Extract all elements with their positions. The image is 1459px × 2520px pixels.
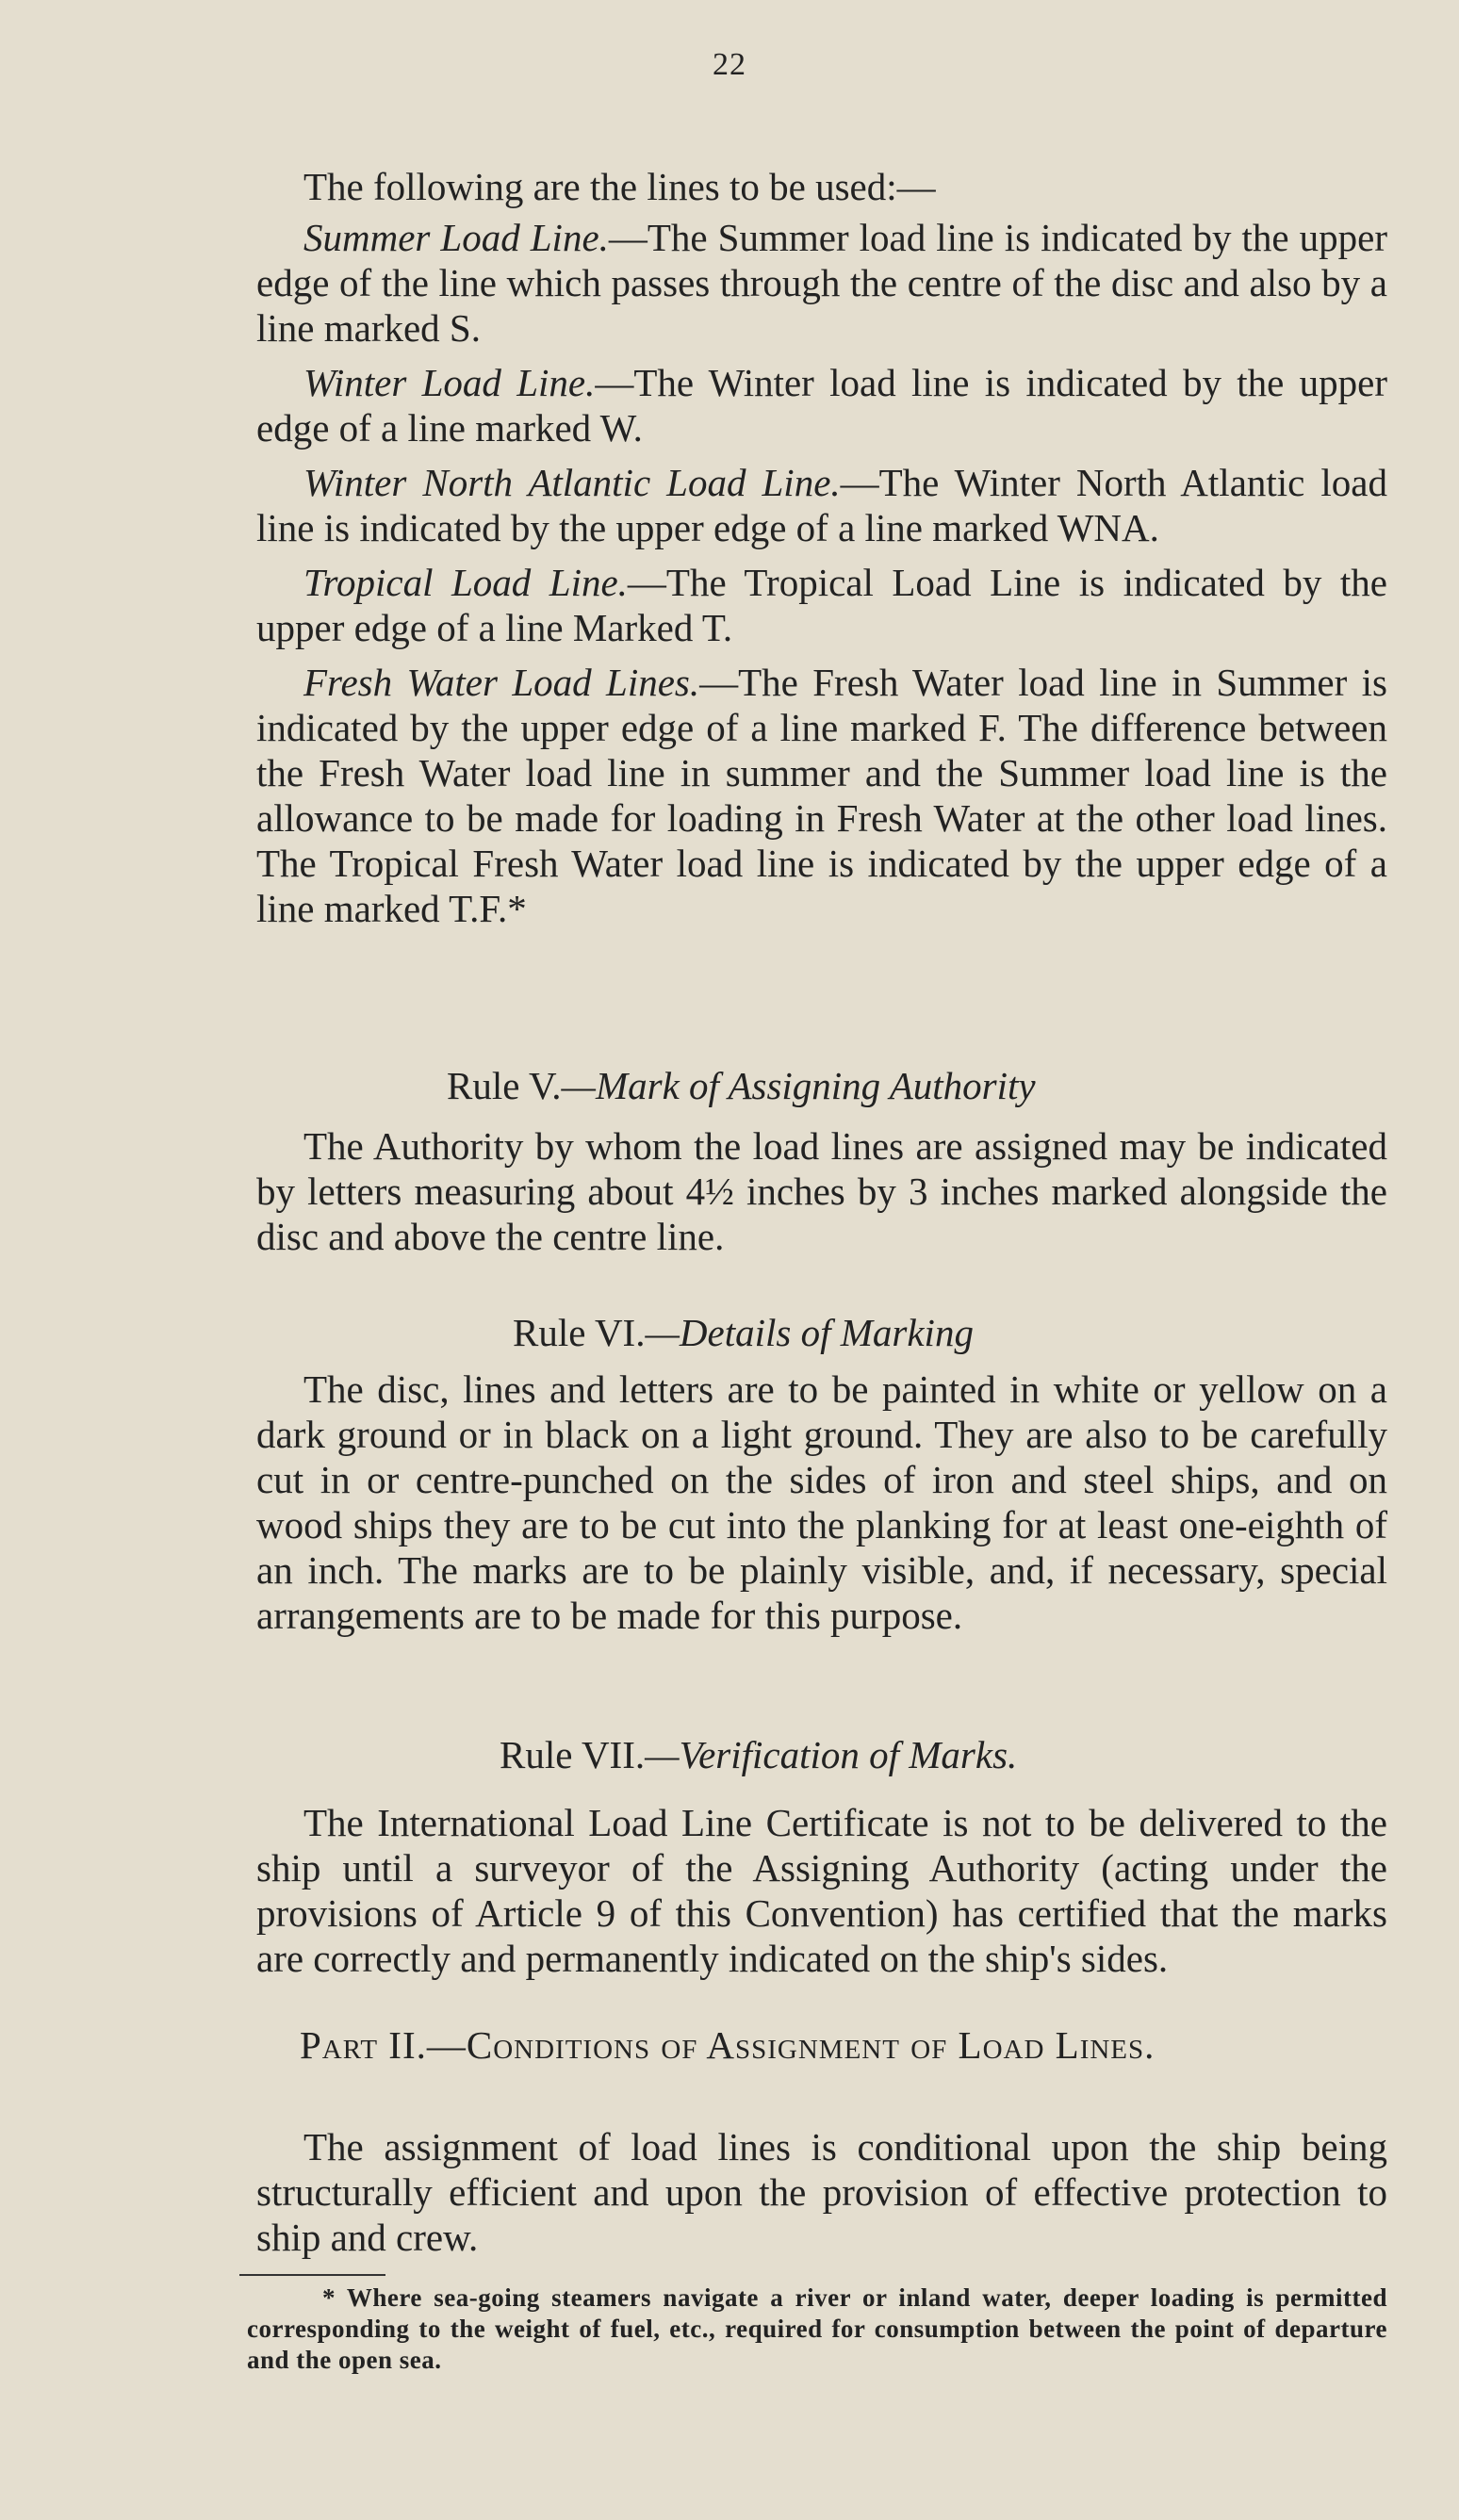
rule-vii-label: Rule VII.: [500, 1733, 646, 1776]
rule-v-body: The Authority by whom the load lines are assigned may be indicated by letters measuring about 4½ inches by 3 inches marked alongside the disc and above the centre line.: [256, 1124, 1387, 1258]
rule-vi-section: [256, 1366, 1387, 1638]
summer-load-line-body: —The Summer load line is indicated by the upper edge of the line which passes through the centre of the disc and also by a line marked S.: [256, 216, 1387, 350]
winter-load-line-title: Winter Load Line.: [303, 361, 596, 404]
part-ii-body: The assignment of load lines is conditional upon the ship being structurally efficient and upon the provision of effective protection to ship and crew.: [256, 2125, 1387, 2259]
rule-vi-body: The disc, lines and letters are to be painted in white or yellow on a dark ground or in black on a light ground. They are also to be carefully cut in or centre-punched on the sides of iron and steel ships, and on wood ships they are to be cut into the planking for at least one-eighth of an inch. The marks are to be plainly visible, and, if necessary, special arrangements are to be made for this purpose.: [256, 1367, 1387, 1637]
fresh-water-load-lines-body: —The Fresh Water load line in Summer is indicated by the upper edge of a line marked F. The difference between the Fresh Water load line in summer and the Summer load line is the allowance to be made for loading in Fresh Water at the other load lines. The Tropical Fresh Water load line is indicated by the upper edge of a line marked T.F.*: [256, 661, 1387, 930]
rule-v-title: —Mark of Assigning Authority: [561, 1064, 1036, 1107]
rule-v-label: Rule V.: [447, 1064, 562, 1107]
rule-v-heading: [447, 1063, 1036, 1108]
footnote: [247, 2283, 1387, 2376]
winter-load-line-body: —The Winter load line is indicated by the upper edge of a line marked W.: [256, 361, 1387, 450]
page-number: 22: [713, 47, 746, 82]
summer-load-line-title: Summer Load Line.: [303, 216, 609, 259]
paragraph-winter-north-atlantic-load-line: [256, 460, 1387, 550]
fresh-water-load-lines-title: Fresh Water Load Lines.: [303, 661, 700, 704]
part-ii-section: [256, 2124, 1387, 2260]
rule-vii-title: —Verification of Marks.: [645, 1733, 1018, 1776]
rule-vii-section: [256, 1800, 1387, 1981]
rule-vii-heading: [500, 1732, 1017, 1777]
section-intro: The following are the lines to be used:—: [303, 165, 936, 208]
paragraph-fresh-water-load-lines: [256, 660, 1387, 931]
winter-north-atlantic-load-line-body: —The Winter North Atlantic load line is indicated by the upper edge of a line marked WNA.: [256, 461, 1387, 549]
rule-v-section: [256, 1123, 1387, 1259]
part-ii-heading: Part II.—Conditions of Assignment of Load Lines.: [300, 2023, 1156, 2067]
rule-vi-title: —Details of Marking: [645, 1311, 974, 1354]
rule-vii-body: The International Load Line Certificate is not to be delivered to the ship until a surveyor of the Assigning Authority (acting under the provisions of Article 9 of this Convention) has certified that the marks are correctly and permanently indicated on the ship's sides.: [256, 1801, 1387, 1980]
paragraph-winter-load-line: [256, 360, 1387, 450]
footnote-text: * Where sea-going steamers navigate a river or inland water, deeper loading is permitted corresponding to the weight of fuel, etc., required for consumption between the point of departure and the open sea.: [247, 2283, 1387, 2374]
paragraph-summer-load-line: [256, 215, 1387, 351]
load-lines-section: [256, 164, 1387, 931]
rule-vi-label: Rule VI.: [513, 1311, 646, 1354]
paragraph-tropical-load-line: [256, 560, 1387, 650]
rule-vi-heading: [513, 1310, 974, 1355]
tropical-load-line-body: —The Tropical Load Line is indicated by the upper edge of a line Marked T.: [256, 561, 1387, 649]
winter-north-atlantic-load-line-title: Winter North Atlantic Load Line.: [303, 461, 841, 504]
tropical-load-line-title: Tropical Load Line.: [303, 561, 628, 604]
footnote-divider: [239, 2274, 385, 2276]
